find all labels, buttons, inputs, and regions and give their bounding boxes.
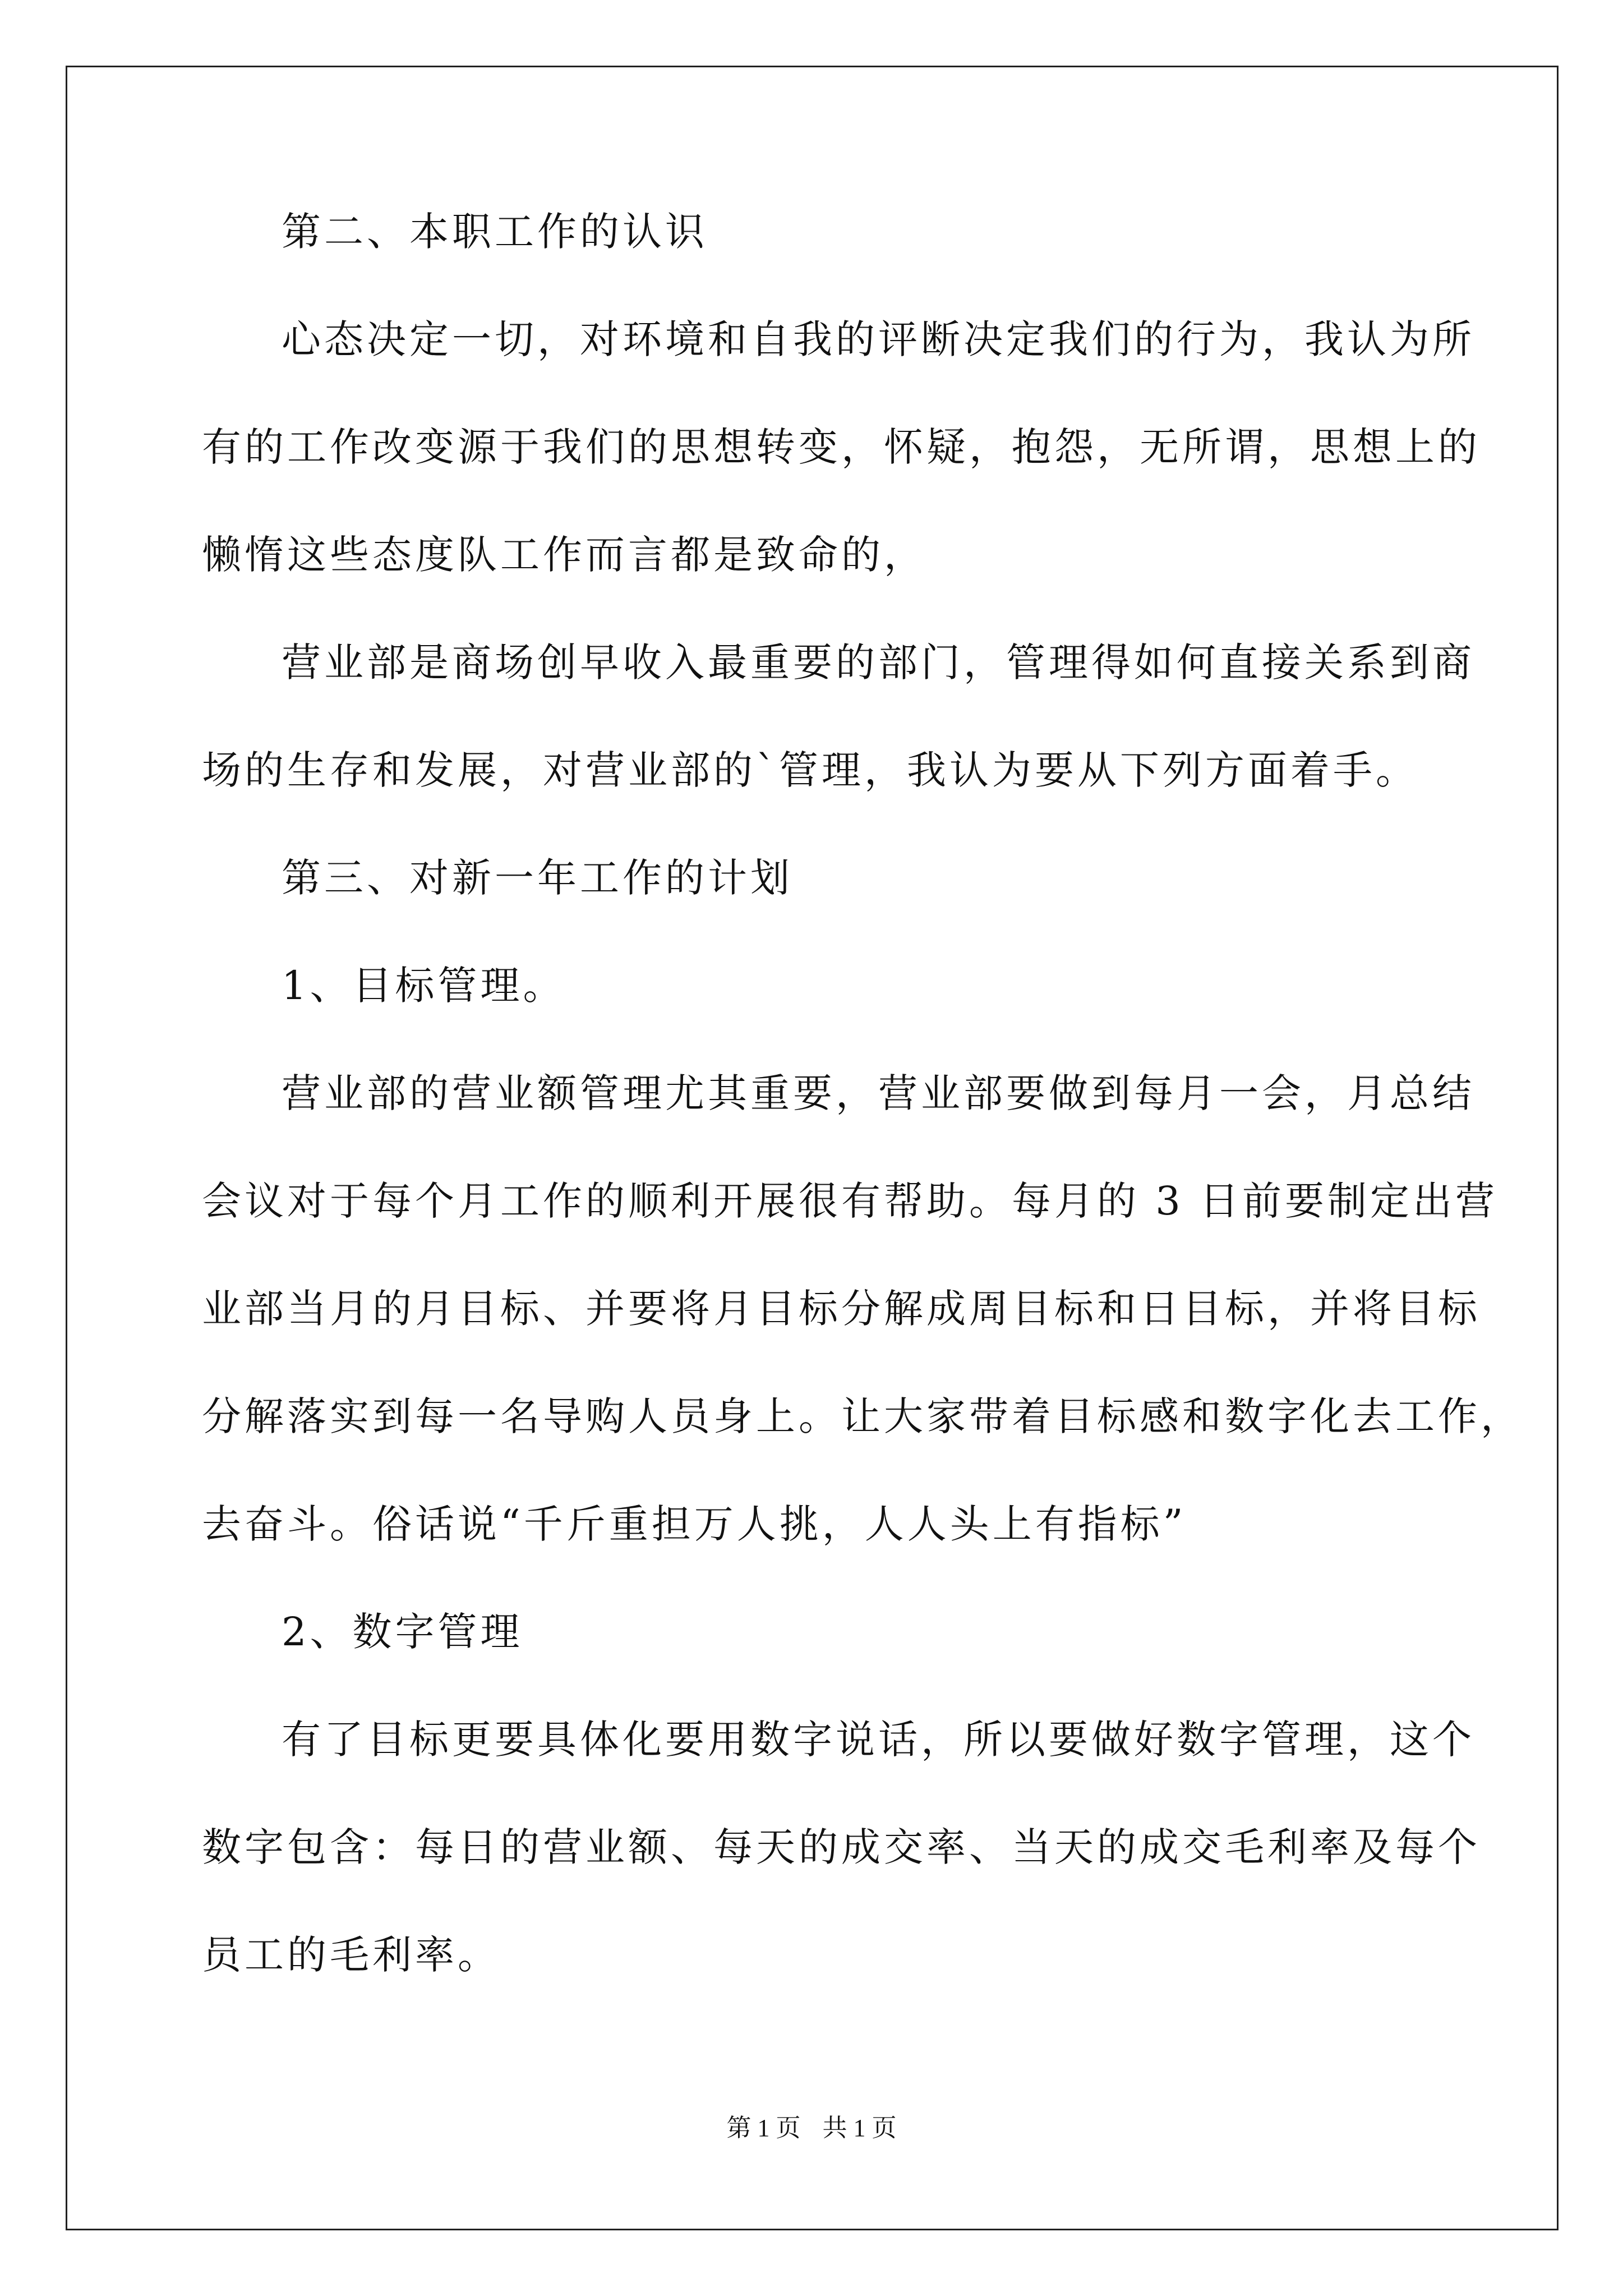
section-heading-2: 第二、本职工作的认识 bbox=[282, 209, 708, 255]
paragraph-line: 懒惰这些态度队工作而言都是致命的， bbox=[202, 532, 926, 578]
paragraph-line: 会议对于每个月工作的顺利开展很有帮助。每月的 3 日前要制定出营 bbox=[202, 1178, 1498, 1224]
document-body bbox=[202, 205, 1523, 1981]
paragraph-line: 有了目标更要具体化要用数字说话，所以要做好数字管理，这个 bbox=[282, 1717, 1475, 1763]
paragraph-line: 场的生存和发展，对营业部的`管理，我认为要从下列方面着手。 bbox=[202, 747, 1418, 793]
paragraph-line: 去奋斗。俗话说“千斤重担万人挑，人人头上有指标” bbox=[202, 1501, 1187, 1547]
section-heading-3: 第三、对新一年工作的计划 bbox=[282, 855, 793, 901]
paragraph-line: 分解落实到每一名导购人员身上。让大家带着目标感和数字化去工作， bbox=[202, 1393, 1523, 1439]
page-total: 共 1 页 bbox=[822, 2114, 897, 2142]
list-item-heading: 1、目标管理。 bbox=[282, 963, 566, 1009]
page-number: 第 1 页 bbox=[726, 2114, 801, 2142]
paragraph-line: 心态决定一切，对环境和自我的评断决定我们的行为，我认为所 bbox=[282, 316, 1475, 362]
paragraph-line: 数字包含：每日的营业额、每天的成交率、当天的成交毛利率及每个 bbox=[202, 1824, 1481, 1870]
paragraph-line: 营业部的营业额管理尤其重要，营业部要做到每月一会，月总结 bbox=[282, 1070, 1475, 1116]
paragraph-line: 有的工作改变源于我们的思想转变，怀疑，抱怨，无所谓，思想上的 bbox=[202, 424, 1481, 470]
paragraph-line: 员工的毛利率。 bbox=[202, 1932, 500, 1978]
paragraph-line: 业部当月的月目标、并要将月目标分解成周目标和日目标，并将目标 bbox=[202, 1286, 1481, 1332]
list-item-heading: 2、数字管理 bbox=[282, 1609, 523, 1655]
paragraph-line: 营业部是商场创早收入最重要的部门，管理得如何直接关系到商 bbox=[282, 639, 1475, 685]
page-footer bbox=[0, 2108, 1623, 2143]
